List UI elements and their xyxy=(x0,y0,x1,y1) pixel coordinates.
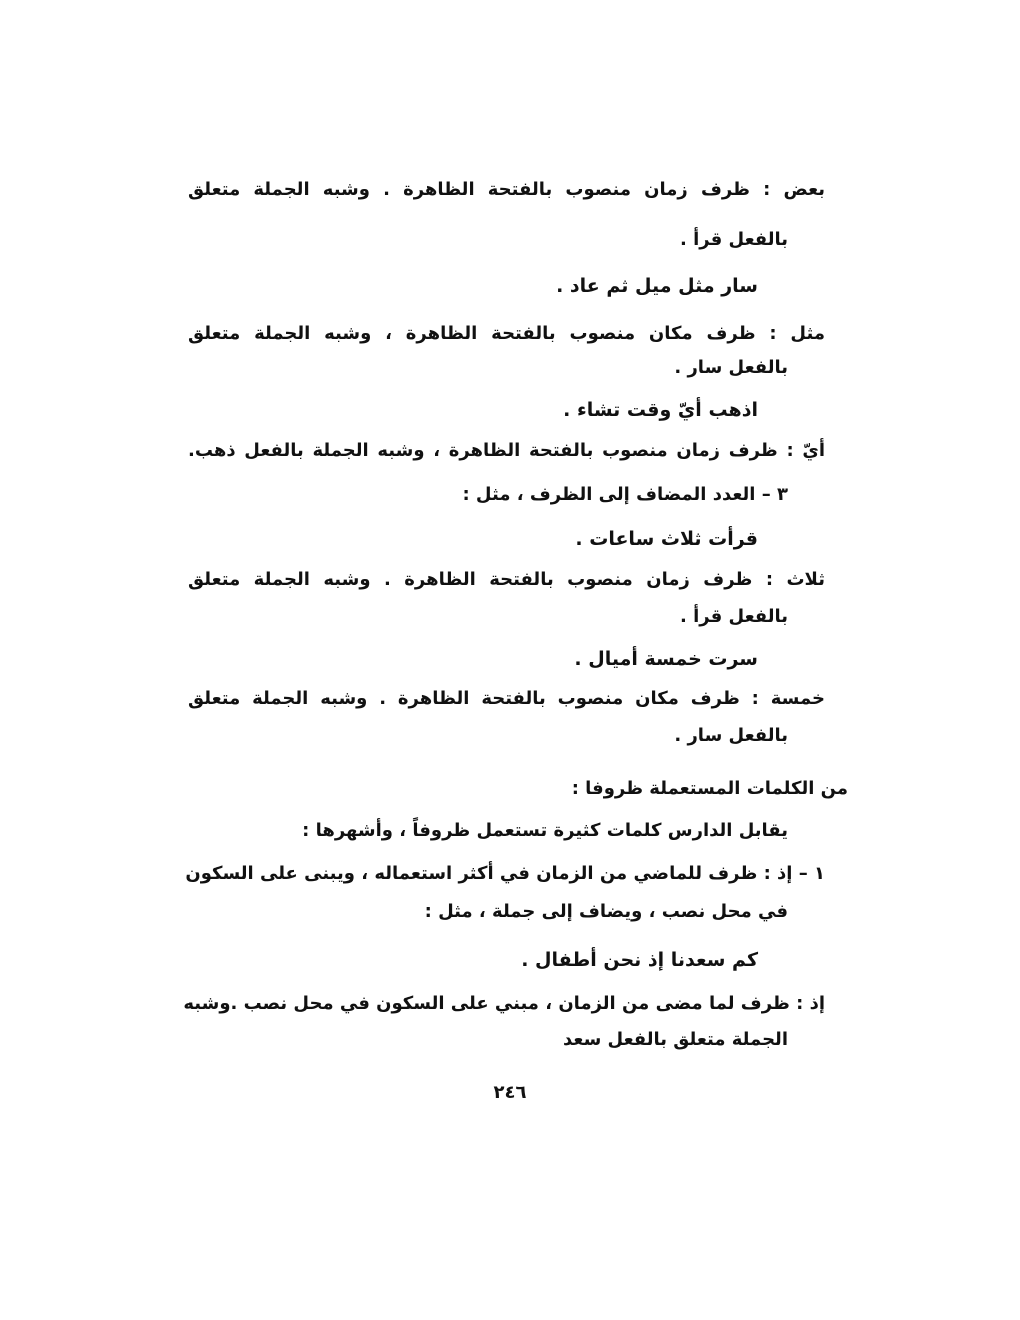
text-line: أيّ : ظرف زمان منصوب بالفتحة الظاهرة ، وشبه الجملة بالفعل ذهب. xyxy=(188,440,825,461)
text-line: يقابل الدارس كلمات كثيرة تستعمل ظروفاً ، وأشهرها : xyxy=(302,820,788,841)
text-line: في محل نصب ، ويضاف إلى جملة ، مثل : xyxy=(424,901,788,922)
text-line: بالفعل قرأ . xyxy=(680,229,788,250)
text-line: بعض : ظرف زمان منصوب بالفتحة الظاهرة . وشبه الجملة متعلق xyxy=(188,179,825,200)
text-line: بالفعل سار . xyxy=(674,725,788,746)
page-number: ٢٤٦ xyxy=(493,1082,527,1103)
text-line: مثل : ظرف مكان منصوب بالفتحة الظاهرة ، وشبه الجملة متعلق xyxy=(188,323,825,344)
text-line: الجملة متعلق بالفعل سعد xyxy=(563,1029,788,1050)
example-sentence: سار مثل ميل ثم عاد . xyxy=(556,275,758,297)
example-sentence: قرأت ثلاث ساعات . xyxy=(575,528,758,550)
text-line: ثلاث : ظرف زمان منصوب بالفتحة الظاهرة . وشبه الجملة متعلق xyxy=(188,569,825,590)
text-line: خمسة : ظرف مكان منصوب بالفتحة الظاهرة . وشبه الجملة متعلق xyxy=(188,688,825,709)
example-sentence: اذهب أيّ وقت تشاء . xyxy=(563,399,758,421)
text-line: بالفعل قرأ . xyxy=(680,606,788,627)
example-sentence: سرت خمسة أميال . xyxy=(574,648,758,670)
section-item: ٣ – العدد المضاف إلى الظرف ، مثل : xyxy=(462,484,788,505)
text-line: ١ – إذ : ظرف للماضي من الزمان في أكثر استعماله ، ويبنى على السكون xyxy=(185,863,825,884)
example-sentence: كم سعدنا إذ نحن أطفال . xyxy=(521,949,758,971)
text-line: إذ : ظرف لما مضى من الزمان ، مبني على السكون في محل نصب .وشبه xyxy=(183,993,825,1014)
section-heading: من الكلمات المستعملة ظروفا : xyxy=(571,778,848,799)
text-line: بالفعل سار . xyxy=(674,357,788,378)
